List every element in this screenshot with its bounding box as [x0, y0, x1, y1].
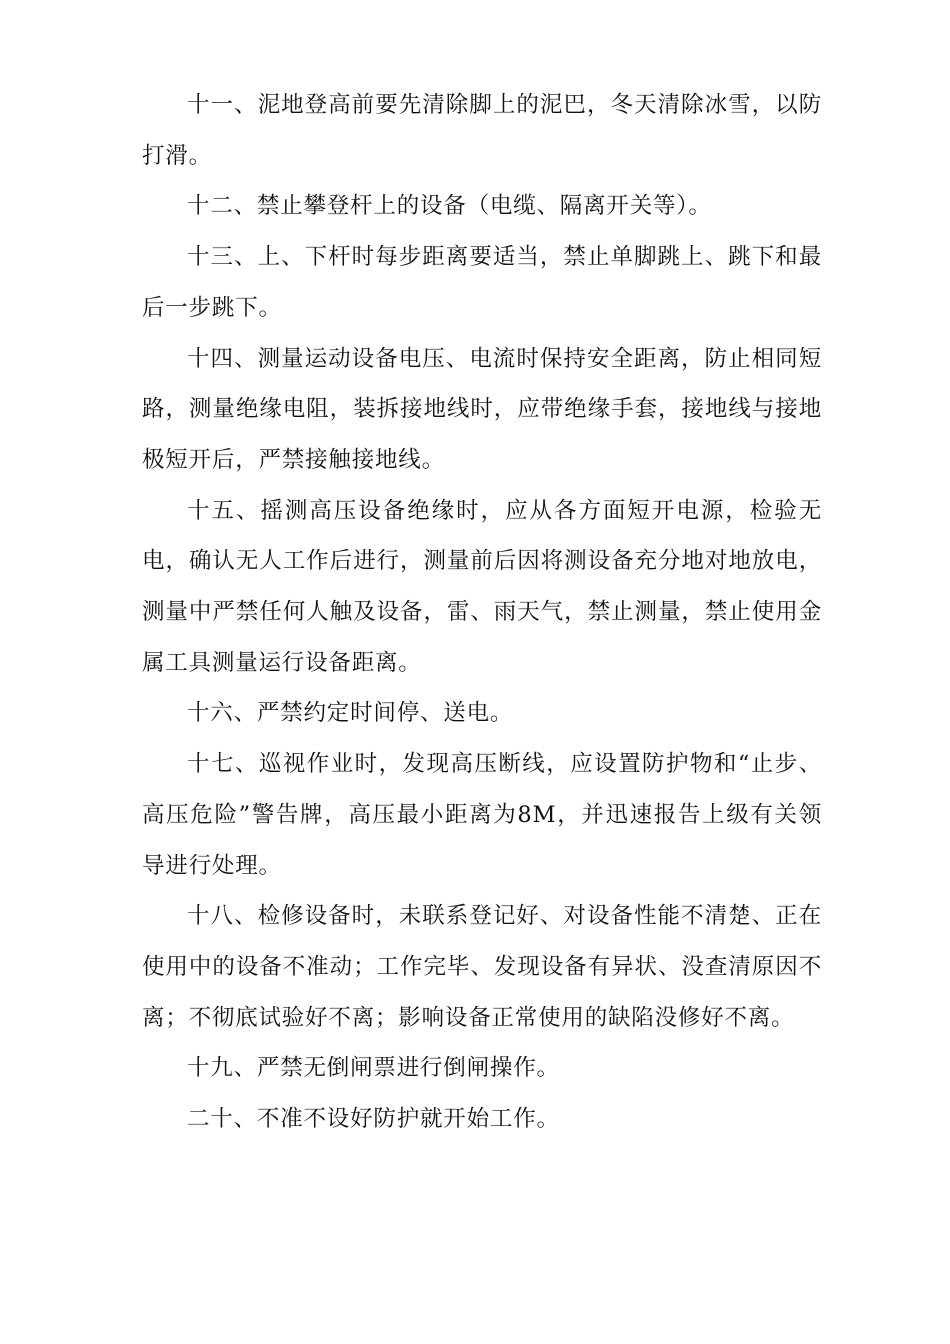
paragraph-20: 二十、不准不设好防护就开始工作。	[187, 1106, 560, 1133]
paragraph-11: 十一、泥地登高前要先清除脚上的泥巴，冬天清除冰雪，以防打滑。	[142, 92, 822, 169]
paragraph-19: 十九、严禁无倒闸票进行倒闸操作。	[187, 1055, 560, 1082]
paragraph-18: 十八、检修设备时，未联系登记好、对设备性能不清楚、正在使用中的设备不准动；工作完毕、发现设备有异状、没查清原因不离；不彻底试验好不离；影响设备正常使用的缺陷没修好不离。	[142, 903, 822, 1031]
paragraph-14: 十四、测量运动设备电压、电流时保持安全距离，防止相同短路，测量绝缘电阻，装拆接地线时，应带绝缘手套，接地线与接地极短开后，严禁接触接地线。	[142, 345, 822, 473]
paragraph-13: 十三、上、下杆时每步距离要适当，禁止单脚跳上、跳下和最后一步跳下。	[142, 244, 822, 321]
document-body	[142, 80, 822, 1145]
paragraph-15: 十五、摇测高压设备绝缘时，应从各方面短开电源，检验无电，确认无人工作后进行，测量前后因将测设备充分地对地放电，测量中严禁任何人触及设备，雷、雨天气，禁止测量，禁止使用金属工具测量运行设备距离。	[142, 497, 822, 676]
paragraph-16: 十六、严禁约定时间停、送电。	[187, 700, 514, 727]
paragraph-17: 十七、巡视作业时，发现高压断线，应设置防护物和“止步、高压危险”警告牌，高压最小距离为8M，并迅速报告上级有关领导进行处理。	[142, 751, 822, 879]
paragraph-12: 十二、禁止攀登杆上的设备（电缆、隔离开关等）。	[187, 193, 712, 220]
